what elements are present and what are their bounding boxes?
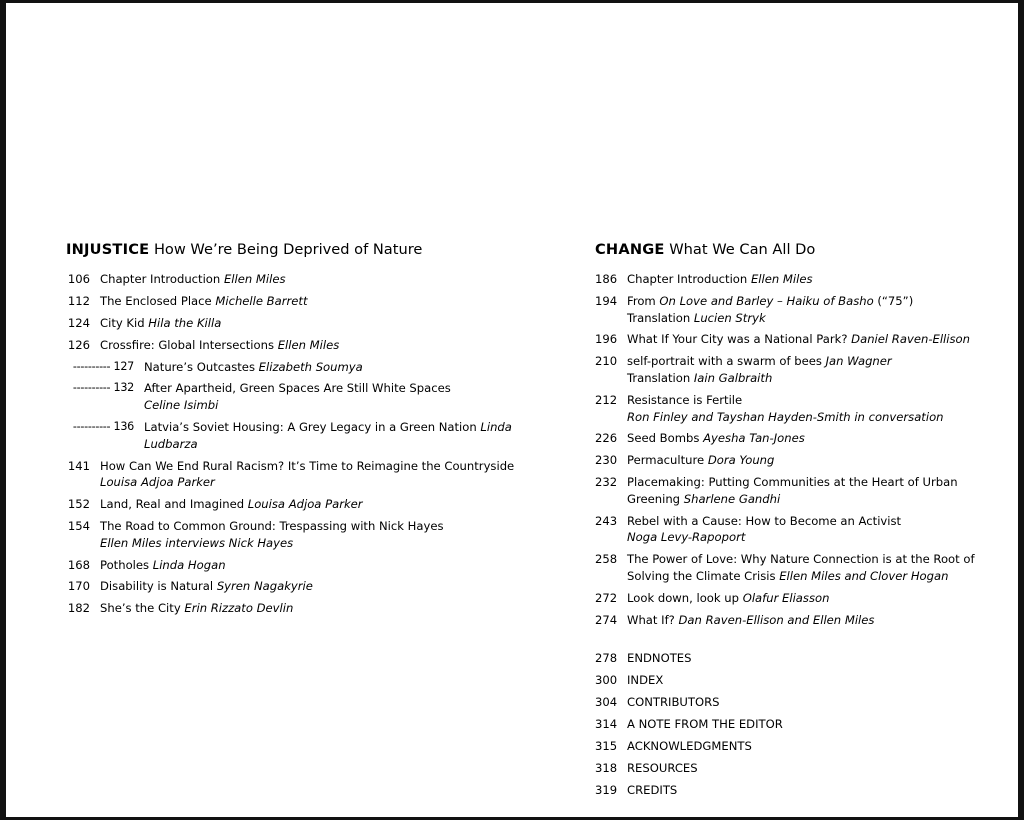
toc-page-number: 124 [67,315,90,330]
toc-page-number: 210 [595,354,618,369]
toc-entry-title: How Can We End Rural Racism? It’s Time to Reimagine the Countryside Louisa Adjoa Parker [100,458,515,490]
toc-entry[interactable] [595,392,995,425]
toc-page-number: 170 [67,579,90,594]
toc-entry[interactable] [595,590,995,607]
toc-page-number: 300 [595,673,618,688]
toc-page-number: 182 [67,601,90,616]
toc-page-number: 319 [595,782,618,797]
toc-entry[interactable] [595,474,995,507]
section-heading-change-subtitle: What We Can All Do [669,241,816,258]
toc-entry-title: What If Your City was a National Park? Daniel Raven-Ellison [627,332,970,347]
toc-entry[interactable] [595,271,995,288]
toc-entry-title: She’s the City Erin Rizzato Devlin [100,601,294,616]
toc-entry-title: Disability is Natural Syren Nagakyrie [100,579,313,594]
toc-entry[interactable] [66,518,536,551]
toc-entry-title: Nature’s Outcastes Elizabeth Soumya [144,359,363,374]
toc-page-number: 226 [595,431,618,446]
toc-page-number: 315 [595,738,618,753]
toc-entry-title: Latvia’s Soviet Housing: A Grey Legacy in a Green Nation Linda Ludbarza [144,419,512,451]
section-heading-injustice-title: INJUSTICE [66,241,150,258]
section-heading-change-title: CHANGE [595,241,665,258]
toc-page-number: 141 [67,458,90,473]
toc-page-number: ---------- 132 [72,381,134,395]
toc-entry[interactable] [595,513,995,546]
toc-entry-title: Land, Real and Imagined Louisa Adjoa Parker [100,497,363,512]
toc-page-number: 230 [595,453,618,468]
toc-page-number: 194 [595,293,618,308]
toc-entry[interactable] [66,600,536,617]
toc-entry-title: Rebel with a Cause: How to Become an Activist Noga Levy-Rapoport [627,513,902,545]
toc-entry-backmatter[interactable] [595,760,995,777]
toc-entry-backmatter[interactable] [595,782,995,799]
toc-entry-title: Chapter Introduction Ellen Miles [100,272,286,286]
toc-entry[interactable] [66,271,536,288]
backmatter-list [595,650,995,798]
toc-entry-sub[interactable] [66,359,536,376]
toc-entry-title: A NOTE FROM THE EDITOR [627,717,783,732]
toc-entry[interactable] [595,551,995,584]
toc-entry-backmatter[interactable] [595,716,995,733]
toc-page-number: ---------- 127 [72,359,134,373]
toc-entry-backmatter[interactable] [595,672,995,689]
toc-entry-backmatter[interactable] [595,650,995,667]
toc-entry-title: What If? Dan Raven-Ellison and Ellen Miles [627,612,875,627]
toc-entry-title: ACKNOWLEDGMENTS [627,738,752,753]
toc-entry-title: INDEX [627,673,664,688]
toc-entry-title: ENDNOTES [627,651,692,666]
toc-page-number: 168 [67,557,90,572]
toc-page-number: 186 [595,272,618,286]
toc-page-number: 278 [595,651,618,666]
toc-page-number: 314 [595,717,618,732]
toc-entry-title: The Road to Common Ground: Trespassing with Nick Hayes Ellen Miles interviews Nick Hayes [100,518,444,550]
contents-column-change [595,241,995,804]
section-heading-change [595,241,995,258]
contents-column-injustice [66,241,536,622]
toc-entry-title: RESOURCES [627,760,698,775]
toc-page-number: 304 [595,695,618,710]
section-heading-injustice [66,241,536,258]
toc-entry-title: City Kid Hila the Killa [100,315,222,330]
toc-entry[interactable] [66,293,536,310]
toc-entry-backmatter[interactable] [595,738,995,755]
toc-entry[interactable] [595,353,995,386]
toc-entry-title: The Power of Love: Why Nature Connection is at the Root of Solving the Climate Crisis Ellen Miles and Clover Hogan [627,552,975,583]
toc-entry[interactable] [595,331,995,348]
toc-page-number: 274 [595,612,618,627]
toc-entry[interactable] [66,557,536,574]
toc-page-number: 196 [595,332,618,347]
toc-entry-title: Seed Bombs Ayesha Tan-Jones [627,431,805,446]
toc-entry-backmatter[interactable] [595,694,995,711]
toc-entry-title: self-portrait with a swarm of bees Jan Wagner Translation Iain Galbraith [627,354,892,385]
toc-entry-title: Potholes Linda Hogan [100,557,226,572]
toc-entry[interactable] [595,612,995,629]
toc-page-number: 212 [595,392,618,407]
toc-page-number: 318 [595,760,618,775]
toc-page-number: 272 [595,590,618,605]
toc-entry[interactable] [66,578,536,595]
toc-entry[interactable] [66,337,536,354]
toc-entry[interactable] [66,315,536,332]
toc-page-number: 112 [67,293,90,308]
toc-entry[interactable] [595,430,995,447]
toc-entry-title: After Apartheid, Green Spaces Are Still White Spaces Celine Isimbi [144,381,451,413]
toc-entry-sub[interactable] [66,419,536,452]
toc-entry-title: Look down, look up Olafur Eliasson [627,590,830,605]
toc-entry-sub[interactable] [66,380,536,413]
toc-entry-title: From On Love and Barley – Haiku of Basho (“75”) Translation Lucien Stryk [627,293,914,325]
toc-entry[interactable] [66,458,536,491]
toc-page-number: 152 [67,497,90,512]
toc-page-number: ---------- 136 [72,419,134,433]
toc-entry-title: Crossfire: Global Intersections Ellen Miles [100,337,340,352]
toc-entry[interactable] [595,293,995,326]
toc-page-number: 243 [595,513,618,528]
contents-spread [0,3,1024,823]
toc-entry[interactable] [595,452,995,469]
toc-entry-title: Placemaking: Putting Communities at the Heart of Urban Greening Sharlene Gandhi [627,475,958,506]
toc-page-number: 126 [67,337,90,352]
section-heading-injustice-subtitle: How We’re Being Deprived of Nature [153,241,423,258]
toc-page-number: 258 [595,552,618,567]
toc-entry-title: Permaculture Dora Young [627,453,775,468]
toc-page-number: 106 [67,272,90,286]
toc-entry-title: Resistance is Fertile Ron Finley and Tayshan Hayden-Smith in conversation [627,392,944,424]
toc-entry-title: CONTRIBUTORS [627,695,720,710]
toc-page-number: 154 [67,518,90,533]
toc-entry-title: CREDITS [627,782,678,797]
toc-page-number: 232 [595,475,618,490]
toc-entry-title: The Enclosed Place Michelle Barrett [100,293,308,308]
toc-entry[interactable] [66,496,536,513]
toc-entry-title: Chapter Introduction Ellen Miles [627,272,813,286]
